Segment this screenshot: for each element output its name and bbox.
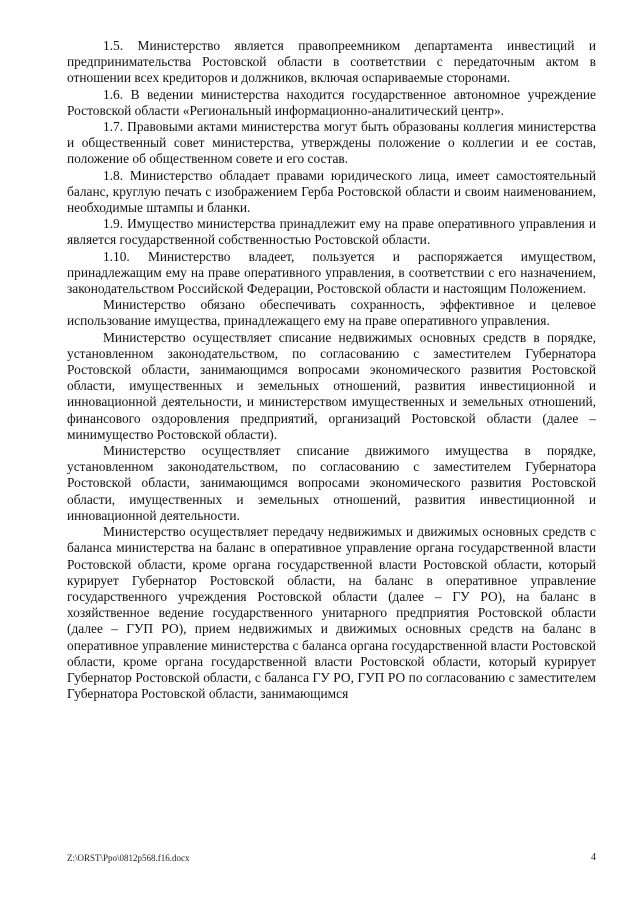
paragraph-movable-writeoff: Министерство осуществляет списание движимого имущества в порядке, установленном законодательством, по согласованию с заместителем Губернатора Ростовской области, занимающимся вопросами экономического развития Ростовской области, имущественных и земельных отношений, развития инвестиционной и инновационной деятельности. [67, 443, 596, 523]
paragraph-1-6: 1.6. В ведении министерства находится государственное автономное учреждение Ростовской области «Региональный информационно-аналитический центр». [67, 86, 596, 118]
paragraph-1-7: 1.7. Правовыми актами министерства могут быть образованы коллегия министерства и общественный совет министерства, утверждены положение о коллегии и ее состав, положение об общественном совете и его состав. [67, 119, 596, 167]
paragraph-1-8: 1.8. Министерство обладает правами юридического лица, имеет самостоятельный баланс, круглую печать с изображением Герба Ростовской области и своим наименованием, необходимые штампы и бланки. [67, 167, 596, 216]
paragraph-1-5: 1.5. Министерство является правопреемником департамента инвестиций и предпринимательства Ростовской области в соответствии с передаточным актом в отношении всех кредиторов и должников, включая оспариваемые сторонами. [67, 38, 596, 86]
paragraph-property-care: Министерство обязано обеспечивать сохранность, эффективное и целевое использование имущества, принадлежащего ему на праве оперативного управления. [67, 297, 596, 329]
paragraph-real-estate-writeoff: Министерство осуществляет списание недвижимых основных средств в порядке, установленном законодательством, по согласованию с заместителем Губернатора Ростовской области, занимающимся вопросами экономического развития Ростовской области, имущественных и земельных отношений, развития инвестиционной и инновационной деятельности, и министерством имущественных и земельных отношений, финансового оздоровления предприятий, организаций Ростовской области (далее – минимущество Ростовской области). [67, 329, 596, 442]
paragraph-asset-transfer: Министерство осуществляет передачу недвижимых и движимых основных средств с баланса министерства на баланс в оперативное управление органа государственной власти Ростовской области, кроме органа государственной власти Ростовской области, который курирует Губернатор Ростовской области, на баланс в оперативное управление государственного учреждения Ростовской области (далее – ГУ РО), на баланс в хозяйственное ведение государственного унитарного предприятия Ростовской области (далее – ГУП РО), прием недвижимых и движимых основных средств на баланс в оперативное управление министерства с баланса органа государственной власти Ростовской области, кроме органа государственной власти Ростовской области, который курирует Губернатор Ростовской области, с баланса ГУ РО, ГУП РО по согласованию с заместителем Губернатора Ростовской области, занимающимся [67, 524, 596, 702]
page-number: 4 [591, 852, 596, 863]
paragraph-1-10: 1.10. Министерство владеет, пользуется и распоряжается имуществом, принадлежащим ему на праве оперативного управления, в соответствии с его назначением, законодательством Российской Федерации, Ростовской области и настоящим Положением. [67, 248, 596, 297]
document-body [67, 38, 596, 702]
footer-file-path: Z:\ORST\Ppo\0812p568.f16.docx [67, 853, 190, 863]
paragraph-1-9: 1.9. Имущество министерства принадлежит ему на праве оперативного управления и является государственной собственностью Ростовской области. [67, 216, 596, 248]
